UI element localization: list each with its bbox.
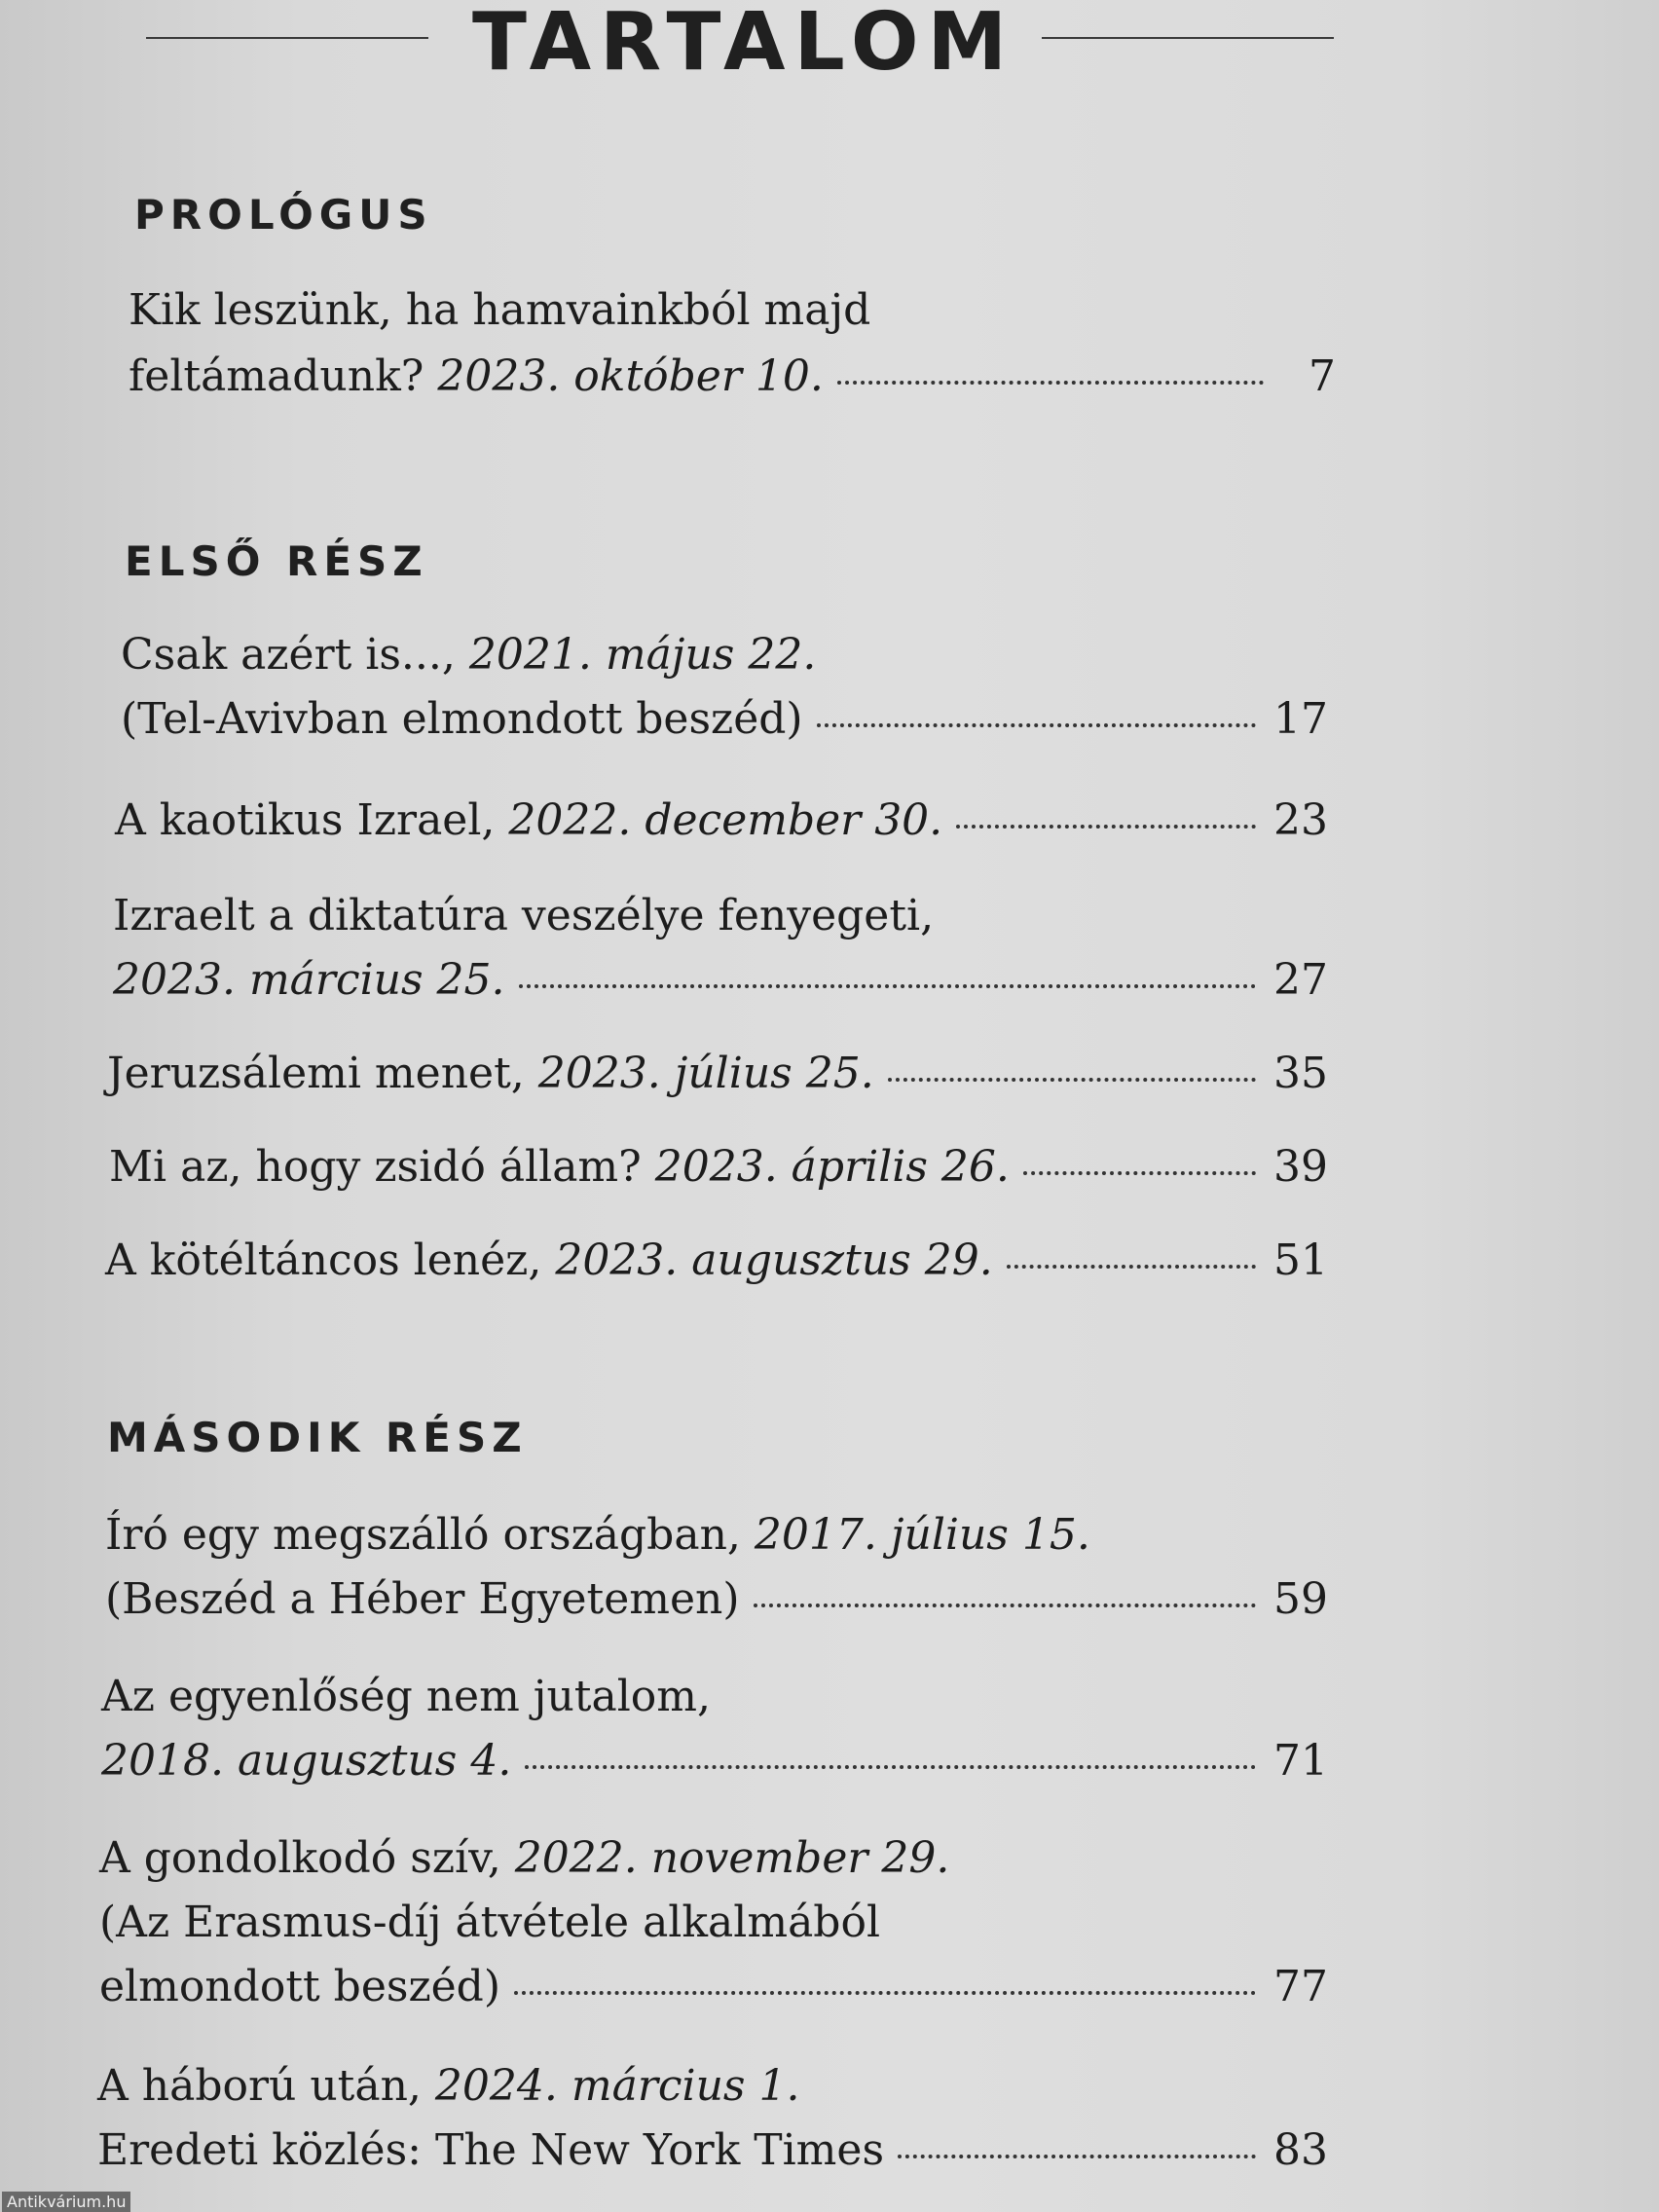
toc-entry xyxy=(97,2054,1328,2183)
entry-line xyxy=(105,1229,1328,1293)
toc-entry xyxy=(115,789,1328,853)
toc-entry xyxy=(121,623,1328,752)
entry-line xyxy=(121,687,1328,752)
watermark-label: Antikvárium.hu xyxy=(2,2192,130,2212)
entry-title: (Az Erasmus-díj átvétele alkalmából xyxy=(99,1898,881,1947)
toc-entry xyxy=(105,1229,1328,1293)
entry-date: 2024. március 1. xyxy=(434,2061,800,2111)
entry-date: 2023. augusztus 29. xyxy=(555,1235,993,1285)
entry-line xyxy=(101,1665,1328,1729)
entry-date: 2023. március 25. xyxy=(113,955,505,1005)
entry-title: Jeruzsálemi menet, xyxy=(107,1049,525,1098)
dot-leader xyxy=(837,381,1264,385)
toc-entry xyxy=(113,884,1328,1013)
page-number: 39 xyxy=(1273,1142,1328,1192)
toc-entry xyxy=(109,1135,1328,1199)
section-title-masodik-resz: MÁSODIK RÉSZ xyxy=(107,1414,528,1461)
toc-entry xyxy=(107,1042,1328,1106)
entry-title: A háború után, xyxy=(97,2061,422,2111)
entry-date: 2023. október 10. xyxy=(437,351,824,401)
entry-line xyxy=(101,1729,1328,1793)
entry-date: 2018. augusztus 4. xyxy=(101,1736,512,1786)
entry-line xyxy=(129,345,1336,409)
entry-line xyxy=(109,1135,1328,1199)
page-number: 77 xyxy=(1273,1962,1328,2011)
entry-line xyxy=(97,2119,1328,2183)
entry-title: feltámadunk? xyxy=(129,351,424,401)
entry-date: 2023. július 25. xyxy=(537,1049,874,1098)
entry-line xyxy=(113,948,1328,1013)
toc-header xyxy=(146,0,1344,107)
entry-title: (Beszéd a Héber Egyetemen) xyxy=(105,1574,740,1624)
page-number: 71 xyxy=(1273,1736,1328,1786)
toc-entry xyxy=(99,1826,1328,2019)
entry-line xyxy=(105,1567,1328,1632)
dot-leader xyxy=(898,2155,1256,2158)
entry-title: A gondolkodó szív, xyxy=(99,1833,501,1883)
header-rule-right xyxy=(1042,37,1334,39)
entry-date: 2023. április 26. xyxy=(654,1142,1010,1192)
entry-title: elmondott beszéd) xyxy=(99,1962,501,2011)
entry-line xyxy=(107,1042,1328,1106)
entry-date: 2022. november 29. xyxy=(514,1833,950,1883)
entry-title: Író egy megszálló országban, xyxy=(105,1510,741,1560)
entry-line xyxy=(121,623,1328,687)
page-number: 35 xyxy=(1273,1049,1328,1098)
entry-title: (Tel-Avivban elmondott beszéd) xyxy=(121,694,803,744)
entry-title: A kaotikus Izrael, xyxy=(115,795,496,845)
entry-line xyxy=(105,1503,1328,1567)
page-number: 59 xyxy=(1273,1574,1328,1624)
page-number: 27 xyxy=(1273,955,1328,1005)
toc-entry xyxy=(101,1665,1328,1793)
entry-title: Eredeti közlés: The New York Times xyxy=(97,2125,885,2175)
page-number: 23 xyxy=(1273,795,1328,845)
toc-entry xyxy=(105,1503,1328,1632)
entry-line xyxy=(129,278,1336,343)
dot-leader xyxy=(519,984,1256,988)
entry-title: A kötéltáncos lenéz, xyxy=(105,1235,542,1285)
entry-title: Kik leszünk, ha hamvainkból majd xyxy=(129,285,871,335)
page-number: 7 xyxy=(1309,351,1336,401)
dot-leader xyxy=(1007,1265,1256,1269)
entry-date: 2022. december 30. xyxy=(508,795,943,845)
entry-line xyxy=(113,884,1328,948)
entry-line xyxy=(97,2054,1328,2119)
page-title: TARTALOM xyxy=(472,0,1016,89)
entry-line xyxy=(99,1955,1328,2019)
dot-leader xyxy=(754,1604,1256,1607)
entry-title: Csak azért is..., xyxy=(121,630,456,680)
section-title-prologus: PROLÓGUS xyxy=(134,191,433,239)
page-number: 17 xyxy=(1273,694,1328,744)
header-rule-left xyxy=(146,37,428,39)
section-title-elso-resz: ELSŐ RÉSZ xyxy=(125,537,428,585)
dot-leader xyxy=(514,1991,1256,1995)
page-number: 83 xyxy=(1273,2125,1328,2175)
dot-leader xyxy=(1023,1171,1256,1175)
entry-title: Az egyenlőség nem jutalom, xyxy=(101,1672,711,1721)
entry-date: 2017. július 15. xyxy=(754,1510,1090,1560)
dot-leader xyxy=(817,723,1256,727)
entry-line xyxy=(99,1891,1328,1955)
dot-leader xyxy=(525,1765,1256,1769)
entry-date: 2021. május 22. xyxy=(468,630,817,680)
toc-entry xyxy=(129,278,1336,409)
entry-line xyxy=(99,1826,1328,1891)
dot-leader xyxy=(956,825,1256,829)
entry-title: Izraelt a diktatúra veszélye fenyegeti, xyxy=(113,891,935,940)
page-number: 51 xyxy=(1273,1235,1328,1285)
entry-line xyxy=(115,789,1328,853)
entry-title: Mi az, hogy zsidó állam? xyxy=(109,1142,642,1192)
dot-leader xyxy=(888,1078,1256,1082)
